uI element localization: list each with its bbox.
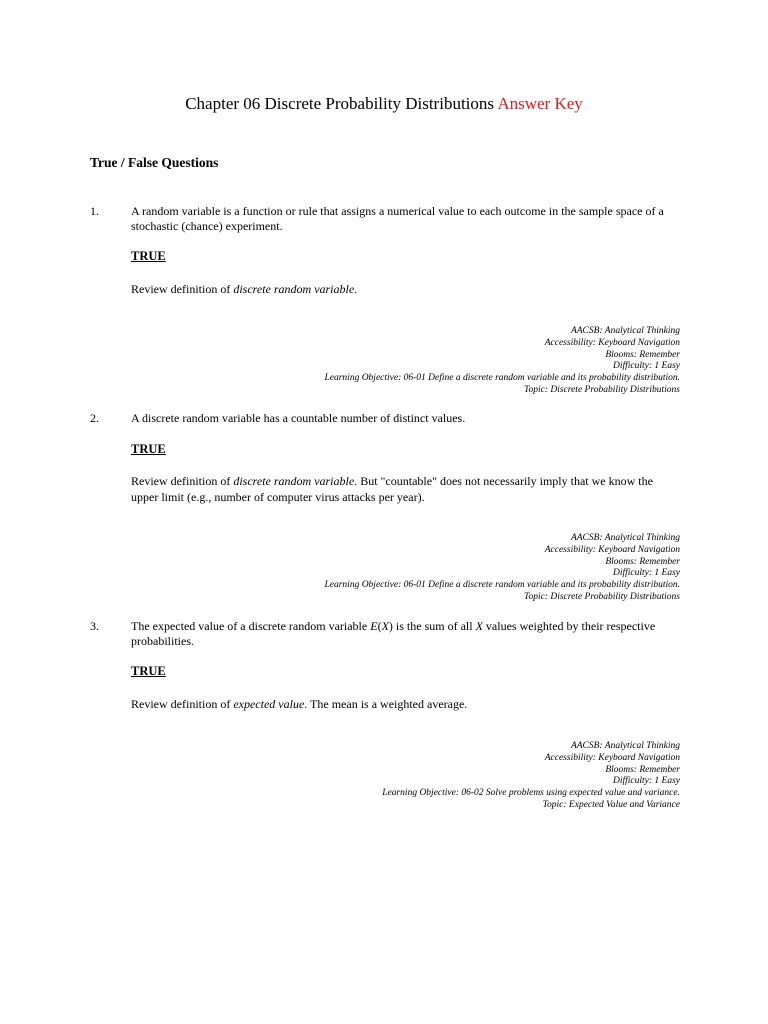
answer-label: TRUE (131, 249, 166, 263)
question-text-symbol-x: X (475, 619, 483, 633)
question-text-part: ( (377, 619, 382, 633)
question-text-part: values weighted by their respective probabilities. (131, 619, 656, 648)
explanation-suffix: . (354, 282, 358, 296)
meta-accessibility: Accessibility: Keyboard Navigation (544, 337, 680, 348)
meta-learning-objective: Learning Objective: 06-01 Define a discrete random variable and its probability distribution. (324, 373, 680, 384)
meta-blooms: Blooms: Remember (605, 349, 680, 360)
meta-difficulty: Difficulty: 1 Easy (612, 776, 680, 787)
explanation-suffix: . But "countable" does not necessarily imply that we know the upper limit (e.g., number of computer virus attacks per year). (131, 474, 653, 504)
meta-learning-objective: Learning Objective: 06-01 Define a discrete random variable and its probability distribution. (324, 580, 680, 591)
question-metadata (324, 326, 680, 397)
meta-difficulty: Difficulty: 1 Easy (612, 568, 680, 579)
page-title (0, 92, 768, 116)
question-number: 2. (90, 411, 99, 425)
answer-label: TRUE (131, 442, 166, 456)
explanation-term: expected value (233, 697, 305, 711)
meta-aacsb: AACSB: Analytical Thinking (570, 741, 680, 751)
explanation-term: discrete random variable (233, 282, 355, 296)
question-text-part: ) is the sum of all (388, 619, 476, 633)
meta-difficulty: Difficulty: 1 Easy (612, 361, 680, 372)
meta-aacsb: AACSB: Analytical Thinking (570, 533, 680, 543)
answer-explanation (131, 281, 679, 297)
question-1 (90, 204, 680, 399)
question-number: 3. (90, 619, 99, 633)
question-3 (90, 619, 680, 819)
question-text (131, 619, 679, 649)
meta-topic: Topic: Discrete Probability Distributions (524, 591, 680, 602)
explanation-prefix: Review definition of (131, 697, 234, 711)
explanation-term: discrete random variable (233, 474, 355, 488)
question-text-symbol-e: E (370, 619, 378, 633)
meta-blooms: Blooms: Remember (605, 764, 680, 775)
section-heading: True / False Questions (90, 155, 219, 170)
question-metadata (324, 533, 680, 604)
answer-explanation (131, 473, 679, 505)
question-text: A random variable is a function or rule that assigns a numerical value to each outcome in the sample space of a stochastic (chance) experiment. (131, 204, 664, 233)
meta-topic: Topic: Discrete Probability Distributions (524, 384, 680, 395)
question-text-symbol-x: X (381, 619, 389, 633)
meta-accessibility: Accessibility: Keyboard Navigation (544, 752, 680, 763)
explanation-prefix: Review definition of (131, 282, 234, 296)
question-text: A discrete random variable has a countable number of distinct values. (131, 411, 466, 425)
question-number: 1. (90, 204, 99, 218)
meta-learning-objective: Learning Objective: 06-02 Solve problems using expected value and variance. (382, 788, 680, 799)
answer-explanation (131, 696, 679, 712)
question-metadata (382, 741, 680, 812)
answer-label: TRUE (131, 664, 166, 678)
meta-blooms: Blooms: Remember (605, 556, 680, 567)
question-2 (90, 411, 680, 606)
meta-aacsb: AACSB: Analytical Thinking (570, 326, 680, 336)
question-text-part: The expected value of a discrete random variable (131, 619, 371, 633)
meta-topic: Topic: Expected Value and Variance (542, 799, 680, 810)
explanation-prefix: Review definition of (131, 474, 234, 488)
meta-accessibility: Accessibility: Keyboard Navigation (544, 544, 680, 555)
title-answer-key: Answer Key (497, 94, 583, 113)
title-main: Chapter 06 Discrete Probability Distributions (185, 94, 495, 113)
explanation-suffix: . The mean is a weighted average. (304, 697, 468, 711)
